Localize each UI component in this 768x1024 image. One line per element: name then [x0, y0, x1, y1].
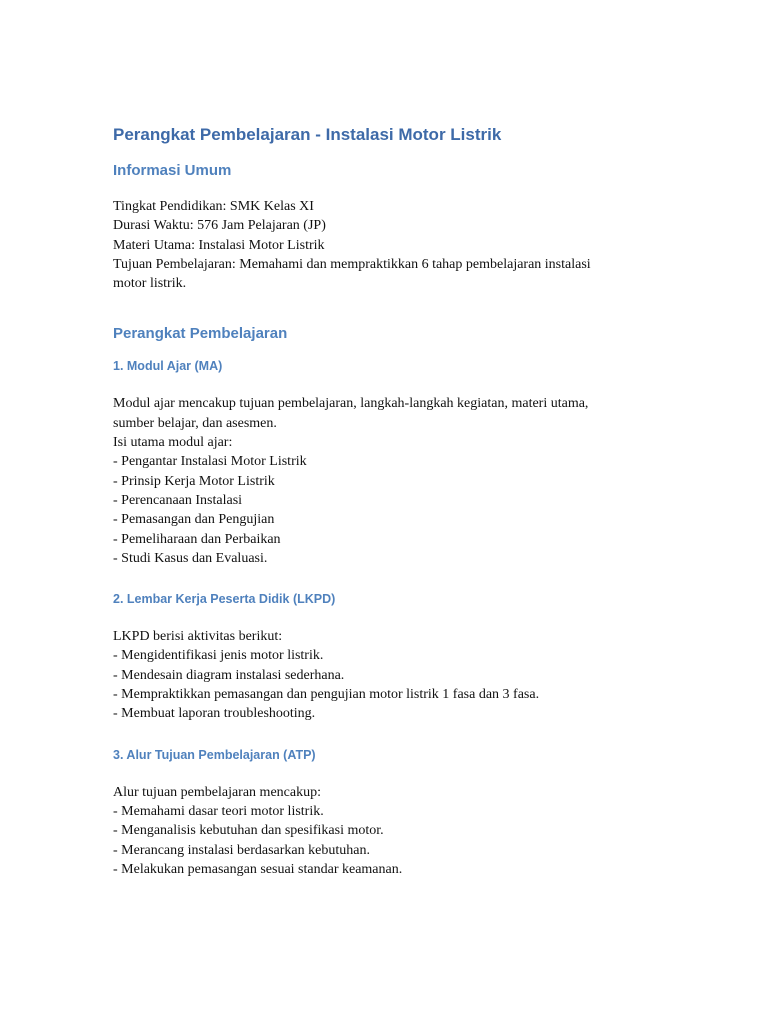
atp-list-item: - Merancang instalasi berdasarkan kebutuhan. [113, 842, 370, 858]
modul-list-item: - Pemeliharaan dan Perbaikan [113, 531, 281, 547]
subsection-heading-atp: 3. Alur Tujuan Pembelajaran (ATP) [113, 747, 316, 762]
informasi-line: Tingkat Pendidikan: SMK Kelas XI [113, 199, 314, 214]
modul-line: Modul ajar mencakup tujuan pembelajaran, langkah-langkah kegiatan, materi utama, [113, 396, 589, 412]
informasi-line: Durasi Waktu: 576 Jam Pelajaran (JP) [113, 218, 326, 234]
modul-list-item: - Pengantar Instalasi Motor Listrik [113, 454, 307, 470]
subsection-heading-modul-ajar: 1. Modul Ajar (MA) [113, 359, 223, 374]
modul-list-item: - Studi Kasus dan Evaluasi. [113, 550, 268, 566]
lkpd-list-item: - Mengidentifikasi jenis motor listrik. [113, 648, 324, 664]
atp-list-item: - Melakukan pemasangan sesuai standar keamanan. [113, 861, 403, 877]
modul-list-item: - Pemasangan dan Pengujian [113, 512, 275, 528]
lkpd-list-item: - Membuat laporan troubleshooting. [113, 706, 316, 722]
atp-list-item: - Memahami dasar teori motor listrik. [113, 803, 324, 819]
informasi-line: Materi Utama: Instalasi Motor Listrik [113, 237, 325, 253]
lkpd-list-item: - Mempraktikkan pemasangan dan pengujian motor listrik 1 fasa dan 3 fasa. [113, 687, 540, 703]
section-heading-informasi-umum: Informasi Umum [113, 162, 232, 179]
modul-line: sumber belajar, dan asesmen. [113, 415, 277, 431]
informasi-umum-paragraph [113, 197, 653, 293]
informasi-line: motor listrik. [113, 276, 187, 292]
document-page [113, 120, 653, 879]
document-title: Perangkat Pembelajaran - Instalasi Motor Listrik [113, 125, 502, 144]
modul-list-item: - Perencanaan Instalasi [113, 492, 243, 508]
modul-ajar-paragraph [113, 394, 653, 568]
modul-list-item: - Prinsip Kerja Motor Listrik [113, 473, 275, 489]
subsection-heading-lkpd: 2. Lembar Kerja Peserta Didik (LKPD) [113, 592, 336, 607]
lkpd-paragraph [113, 627, 653, 723]
section-heading-perangkat: Perangkat Pembelajaran [113, 325, 288, 343]
lkpd-list-item: - Mendesain diagram instalasi sederhana. [113, 667, 345, 683]
atp-line: Alur tujuan pembelajaran mencakup: [113, 784, 321, 800]
modul-line: Isi utama modul ajar: [113, 435, 233, 451]
atp-paragraph [113, 783, 653, 879]
lkpd-line: LKPD berisi aktivitas berikut: [113, 629, 283, 645]
informasi-line: Tujuan Pembelajaran: Memahami dan mempraktikkan 6 tahap pembelajaran instalasi [113, 256, 591, 272]
atp-list-item: - Menganalisis kebutuhan dan spesifikasi motor. [113, 823, 384, 839]
